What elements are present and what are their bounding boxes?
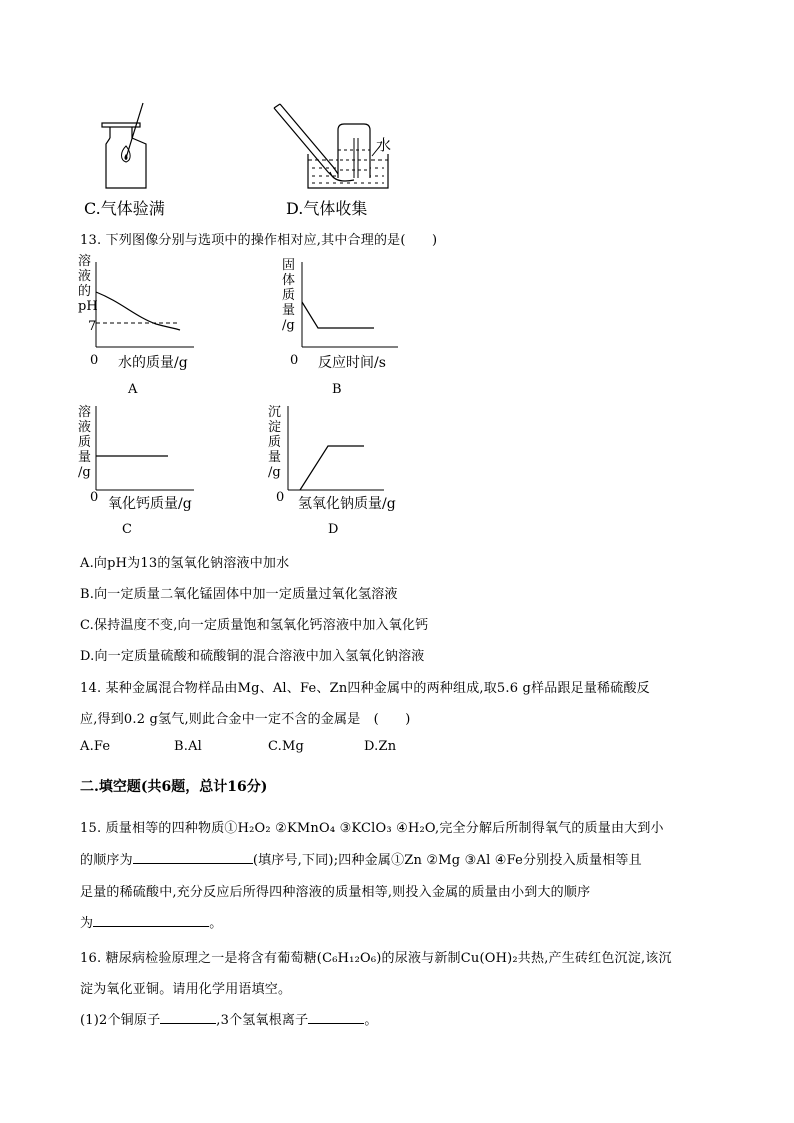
graph-d-letter: D [328,522,339,537]
q13-option-c: C.保持温度不变,向一定质量饱和氢氧化钙溶液中加入氧化钙 [80,618,429,633]
q14-choice-c: C.Mg [268,739,305,754]
graph-c-ylabel: 溶 液 质 量 /g [78,405,92,480]
graph-d-xlabel: 氢氧化钠质量/g [298,496,396,512]
q13-option-a: A.向pH为13的氢氧化钠溶液中加水 [80,556,290,571]
graph-a-letter: A [128,382,138,397]
graph-a-xlabel: 水的质量/g [118,355,188,371]
graph-a-tick-7: 7 [88,319,97,334]
graph-b-ylabel: 固 体 质 量 /g [282,258,296,333]
q14-choice-d: D.Zn [364,739,397,754]
q16-line3: (1)2个铜原子 ,3个氢氧根离子 。 [80,1013,378,1028]
q16-blank-1[interactable] [160,1011,216,1024]
q15-line2: 的顺序为 (填序号,下同);四种金属①Zn ②Mg ③Al ④Fe分别投入质量相等且 [80,853,642,868]
gas-bottle-diagram [98,100,158,192]
q13-option-b: B.向一定质量二氧化锰固体中加一定质量过氧化氢溶液 [80,587,398,602]
q13-stem: 13. 下列图像分别与选项中的操作相对应,其中合理的是( ) [80,233,438,248]
graph-d-origin: 0 [276,490,285,505]
graph-a-origin: 0 [90,353,99,368]
q13-option-d: D.向一定质量硫酸和硫酸铜的混合溶液中加入氢氧化钠溶液 [80,649,425,664]
graph-a-ylabel: 溶 液 的 pH [78,254,98,314]
q16-blank-2[interactable] [308,1011,364,1024]
caption-d: D.气体收集 [286,199,368,218]
graph-b-plot [302,262,402,352]
section-title: 二.填空题(共6题，总计16分) [80,779,268,795]
graph-c-origin: 0 [90,490,99,505]
graph-c-plot [96,406,196,496]
caption-c: C.气体验满 [84,199,165,218]
q16-line1: 16. 糖尿病检验原理之一是将含有葡萄糖(C₆H₁₂O₆)的尿液与新制Cu(OH)₂共热,产生砖红色沉淀,该沉 [80,951,672,966]
graph-a-plot [96,262,196,352]
graph-c-letter: C [122,522,132,537]
water-label: 水 [376,136,392,154]
q16-line2: 淀为氧化亚铜。请用化学用语填空。 [80,982,292,997]
q15-line1: 15. 质量相等的四种物质①H₂O₂ ②KMnO₄ ③KClO₃ ④H₂O,完全分解后所制得氧气的质量由大到小 [80,821,664,836]
q15-line3: 足量的稀硫酸中,充分反应后所得四种溶液的质量相等,则投入金属的质量由小到大的顺序 [80,885,591,900]
q14-line2: 应,得到0.2 g氢气,则此合金中一定不含的金属是 ( ) [80,712,411,727]
q14-choice-b: B.Al [174,739,203,754]
q15-line4: 为 。 [80,916,223,931]
q14-choice-a: A.Fe [80,739,111,754]
graph-b-origin: 0 [290,353,299,368]
graph-b-letter: B [332,382,342,397]
graph-c-xlabel: 氧化钙质量/g [108,496,192,512]
q15-blank-1[interactable] [133,851,253,864]
graph-d-plot [288,406,388,496]
q15-blank-2[interactable] [93,914,209,927]
graph-d-ylabel: 沉 淀 质 量 /g [268,405,282,480]
q14-line1: 14. 某种金属混合物样品由Mg、Al、Fe、Zn四种金属中的两种组成,取5.6 g样品跟足量稀硫酸反 [80,681,650,696]
graph-b-xlabel: 反应时间/s [318,355,386,371]
